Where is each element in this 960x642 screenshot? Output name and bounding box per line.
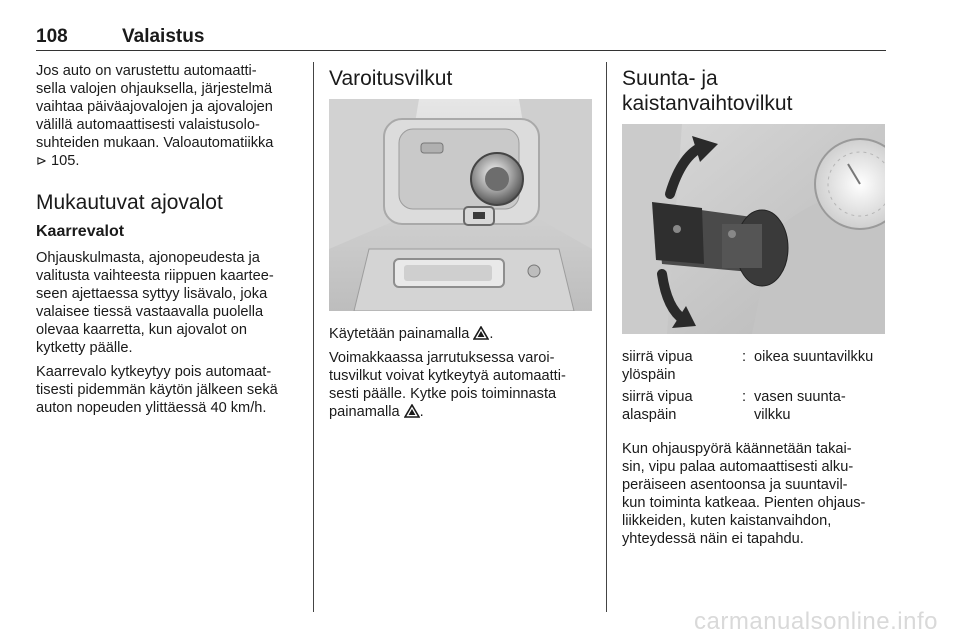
intro-text: Jos auto on varustettu automaatti- sella valojen ohjauksella, järjestelmä vaihtaa päiväajovalojen ja ajovalojen välillä automaattisesti valaistusolo- suhteiden mukaan. Valoautomatiikka bbox=[36, 63, 274, 151]
page-number: 108 bbox=[36, 26, 68, 47]
page-header bbox=[36, 22, 886, 52]
header-rule bbox=[36, 50, 886, 51]
hazard-switch-photo bbox=[329, 99, 592, 311]
column-divider bbox=[313, 62, 314, 612]
separator: : bbox=[741, 389, 747, 405]
turn-signal-lever-photo bbox=[622, 124, 885, 334]
table-row bbox=[622, 388, 886, 428]
section-heading: Suunta- ja kaistanvaihtovilkut bbox=[622, 67, 793, 115]
punctuation: . bbox=[489, 326, 494, 342]
paragraph bbox=[329, 325, 597, 343]
page-ref-arrow-icon: ⊳ bbox=[36, 153, 47, 168]
intro-paragraph bbox=[36, 62, 306, 170]
section-heading: Mukautuvat ajovalot bbox=[36, 191, 223, 214]
watermark: carmanualsonline.info bbox=[694, 608, 938, 635]
lever-action: siirrä vipua alaspäin bbox=[622, 389, 693, 423]
punctuation: . bbox=[419, 404, 424, 420]
lever-function-table bbox=[622, 348, 886, 428]
chapter-title: Valaistus bbox=[122, 26, 205, 47]
section-heading: Varoitusvilkut bbox=[329, 67, 453, 90]
paragraph: Ohjauskulmasta, ajonopeudesta ja valitusta vaihteesta riippuen kaartee- seen ajettaessa syttyy lisävalo, joka valaisee tiessä vastaavalla puolella olevaa kaarretta, kun ajovalot on kytketty päälle. bbox=[36, 250, 274, 356]
hazard-triangle-icon bbox=[404, 404, 420, 418]
column-middle bbox=[329, 62, 597, 427]
lever-result: oikea suuntavilkku bbox=[754, 349, 874, 365]
hazard-triangle-icon bbox=[473, 326, 489, 340]
table-row bbox=[622, 348, 886, 388]
lever-action: siirrä vipua ylöspäin bbox=[622, 349, 693, 383]
paragraph: Kun ohjauspyörä käännetään takai- sin, vipu palaa automaattisesti alku- peräiseen asentoonsa ja suuntavil- kun toiminta katkeaa. Pienten ohjaus- liikkeiden, kuten kaistanvaihdon, yhteydessä näin ei tapahdu. bbox=[622, 441, 866, 547]
column-left bbox=[36, 62, 306, 423]
page-ref-number: 105. bbox=[50, 153, 80, 169]
paragraph bbox=[329, 349, 597, 421]
separator: : bbox=[741, 349, 747, 365]
paragraph-text: Käytetään painamalla bbox=[329, 326, 470, 342]
page-reference[interactable] bbox=[36, 153, 79, 169]
lever-result: vasen suunta- vilkku bbox=[754, 389, 846, 423]
subsection-heading: Kaarrevalot bbox=[36, 223, 125, 240]
paragraph: Kaarrevalo kytkeytyy pois automaat- tisesti pidemmän käytön jälkeen sekä auton nopeuden ylittäessä 40 km/h. bbox=[36, 364, 278, 416]
paragraph-text: Voimakkaassa jarrutuksessa varoi- tusvilkut voivat kytkeytyä automaatti- sesti päälle. Kytke pois toiminnasta painamalla bbox=[329, 350, 566, 420]
column-divider bbox=[606, 62, 607, 612]
column-right bbox=[622, 62, 886, 554]
